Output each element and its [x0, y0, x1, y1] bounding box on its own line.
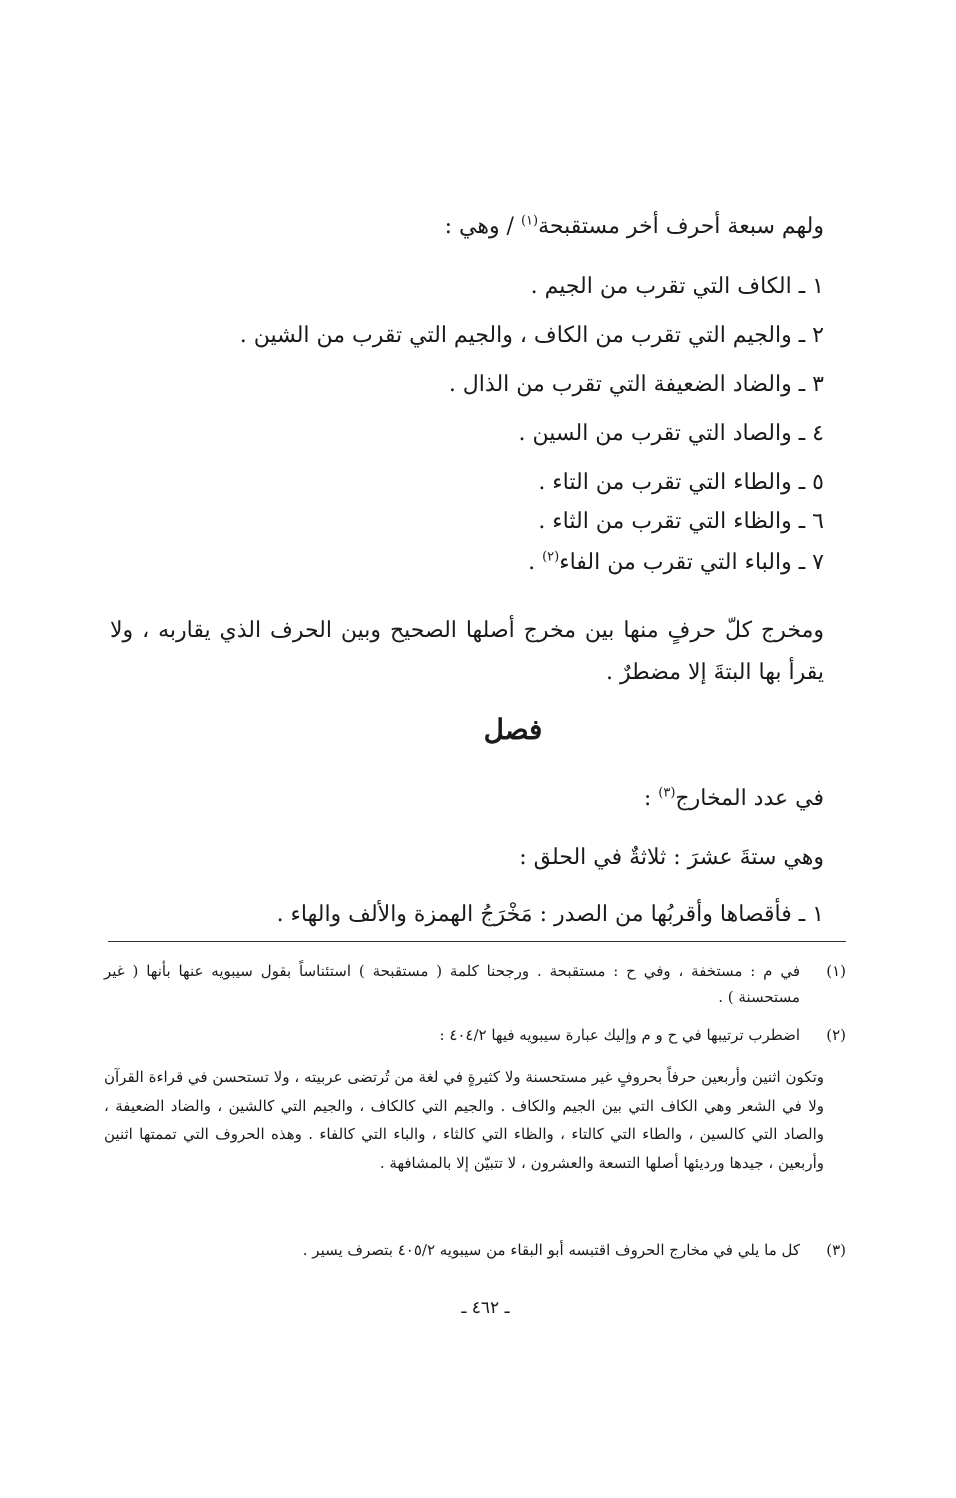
list-item [528, 548, 824, 578]
footnote-2-quote: وتكون اثنين وأربعين حرفاً بحروفٍ غير مستحسنة ولا كثيرةٍ في لغة من تُرتضى عربيته ، ولا تستحسن في قراءة القرآن ولا في الشعر وهي الكاف التي بين الجيم والكاف . والجيم التي كالكاف ، والجيم التي كالشين ، والضاد الضعيفة ، والصاد التي كالسين ، والطاء التي كالتاء ، والظاء التي كالثاء ، والباء التي كالفاء . وهذه الحروف التي تممتها اثنين وأربعين ، جيدها ورديئها أصلها التسعة والعشرون ، لا تتبيّن إلا بالمشافهة . [104, 1068, 824, 1172]
paragraph: ومخرج كلّ حرفٍ منها بين مخرج أصلها الصحيح وبين الحرف الذي يقاربه ، ولا يقرأ بها البتةَ إلا مضطرٌ . [110, 618, 824, 685]
footnote-ref-2[interactable]: (٢) [542, 549, 560, 565]
footnote-number: (١) [826, 962, 846, 980]
footnote-1 [104, 958, 846, 1010]
footnote-ref-1[interactable]: (١) [520, 213, 539, 229]
section-heading: فصل [483, 713, 543, 746]
footnote-divider [108, 941, 846, 942]
subtitle-end: : [643, 786, 659, 811]
footnote-text: في م : مستخفة ، وفي ح : مستقبحة . ورجحنا كلمة ( مستقبحة ) استئناساً بقول سيبويه عنها بأنها ( غير مستحسنة ) . [104, 962, 800, 1006]
footnote-2 [104, 1022, 846, 1048]
list-item: ١ ـ الكاف التي تقرب من الجيم . [530, 274, 824, 299]
footnote-text: اضطرب ترتيبها في ح و م وإليك عبارة سيبويه فيها ٤٠٤/٢ : [439, 1026, 800, 1044]
list-item: ٦ ـ والظاء التي تقرب من الثاء . [538, 509, 824, 534]
list-item: ٣ ـ والضاد الضعيفة التي تقرب من الذال . [448, 372, 824, 397]
item7-end: . [528, 550, 543, 575]
intro-text: ولهم سبعة أحرف أخر مستقبحة [538, 214, 824, 239]
footnote-ref-3[interactable]: (٣) [658, 785, 676, 801]
intro-line [445, 212, 824, 242]
section-line-2: ١ ـ فأقصاها وأقربُها من الصدر : مَخْرَجُ الهمزة والألف والهاء . [276, 902, 824, 927]
subtitle-text: في عدد المخارج [675, 786, 824, 811]
list-item: ٢ ـ والجيم التي تقرب من الكاف ، والجيم التي تقرب من الشين . [239, 323, 824, 348]
page-number: ـ ٤٦٢ ـ [461, 1298, 510, 1318]
footnote-number: (٣) [826, 1241, 846, 1259]
footnote-text: كل ما يلي في مخارج الحروف اقتبسه أبو البقاء من سيبويه ٤٠٥/٢ بتصرف يسير . [302, 1241, 800, 1259]
item7-text: ٧ ـ والباء التي تقرب من الفاء [559, 550, 824, 575]
footnote-number: (٢) [826, 1026, 846, 1044]
list-item: ٤ ـ والصاد التي تقرب من السين . [518, 421, 824, 446]
section-line-1: وهي ستةَ عشرَ : ثلاثةٌ في الحلق : [519, 845, 824, 870]
footnote-3 [104, 1237, 846, 1263]
section-subtitle [644, 784, 824, 814]
list-item: ٥ ـ والطاء التي تقرب من التاء . [538, 470, 824, 495]
intro-end: / وهي : [444, 214, 521, 239]
